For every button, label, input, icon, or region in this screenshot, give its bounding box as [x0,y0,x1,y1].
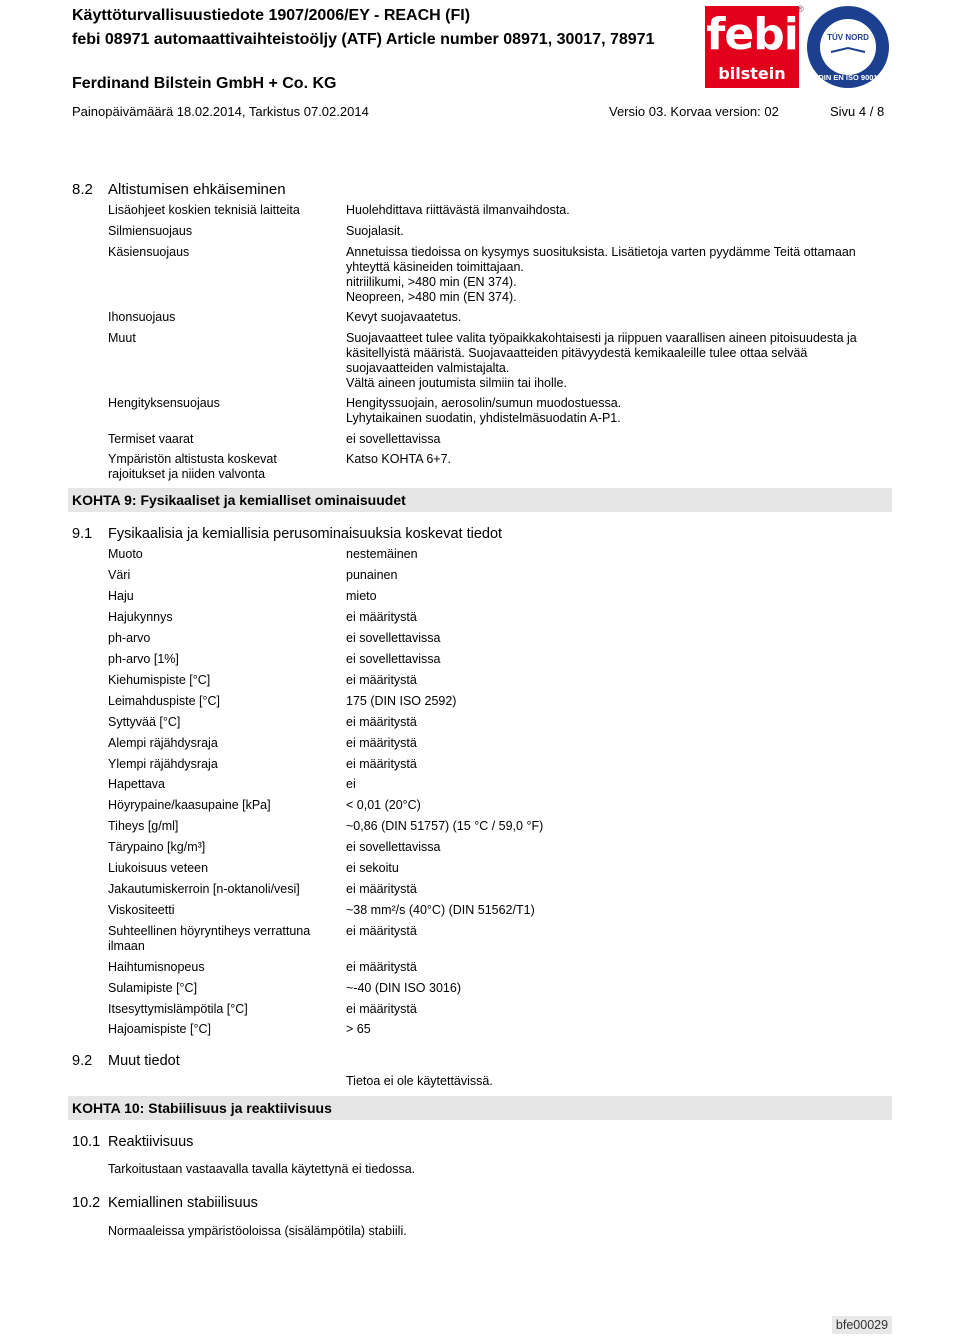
other-info-value: Tietoa ei ole käytettävissä. [346,1074,493,1088]
print-date: Painopäivämäärä 18.02.2014, Tarkistus 07.02.2014 [72,104,369,119]
prop-value: ei sovellettavissa [346,840,441,854]
prop-label: Viskositeetti [108,903,175,917]
skin-protection-label: Ihonsuojaus [108,310,176,324]
prop-label: Leimahduspiste [°C] [108,694,220,708]
document-code: bfe00029 [832,1316,892,1334]
other-protection-note: Vältä aineen joutumista silmiin tai iholle. [346,376,567,390]
hand-protection-nitrile: nitriilikumi, >480 min (EN 374). [346,275,517,289]
document-title: Käyttöturvallisuustiedote 1907/2006/EY - REACH (FI) [72,7,471,24]
prop-value: ~-40 (DIN ISO 3016) [346,981,461,995]
thermal-hazards-label: Termiset vaarat [108,432,194,446]
prop-label: Sulamipiste [°C] [108,981,198,995]
prop-label: Väri [108,568,131,582]
thermal-hazards-value: ei sovellettavissa [346,432,441,446]
company-name: Ferdinand Bilstein GmbH + Co. KG [72,75,337,92]
version-info: Versio 03. Korvaa version: 02 [609,104,779,119]
section-8-2-title: Altistumisen ehkäiseminen [108,181,286,198]
prop-value: ei määritystä [346,736,417,750]
prop-value: 175 (DIN ISO 2592) [346,694,457,708]
prop-label: Haju [108,589,134,603]
prop-value: ei määritystä [346,882,417,896]
tuv-nord-certificate-seal [805,4,891,90]
prop-value: ei [346,777,356,791]
technical-measures-label: Lisäohjeet koskien teknisiä laitteita [108,203,300,217]
prop-label: ph-arvo [1%] [108,652,179,666]
prop-value: ei määritystä [346,715,417,729]
other-protection-value: Suojavaatteet tulee valita työpaikkakohtaisesti ja riippuen vaarallisen aineen pitoisuudesta ja käsitellyistä määristä. Suojavaatteiden pitävyydestä kemikaaleille tulee ottaa selvää suojavaatteiden valmistajalta. [346,331,857,375]
prop-value: < 0,01 (20°C) [346,798,421,812]
stability-text: Normaaleissa ympäristöoloissa (sisälämpötila) stabiili. [108,1224,407,1238]
prop-label: Jakautumiskerroin [n-oktanoli/vesi] [108,882,300,896]
section-10-2-title: Kemiallinen stabiilisuus [108,1195,258,1211]
section-9-heading-band [68,488,892,512]
reactivity-text: Tarkoitustaan vastaavalla tavalla käytettynä ei tiedossa. [108,1162,416,1176]
section-9-2-title: Muut tiedot [108,1053,180,1069]
logo-febi-text: febi [706,9,798,60]
prop-label: Tiheys [g/ml] [108,819,179,833]
section-8-2-number: 8.2 [72,181,93,198]
section-10-1-number: 10.1 [72,1134,101,1150]
other-protection-label: Muut [108,331,136,345]
prop-value: ei määritystä [346,924,417,938]
hand-protection-neoprene: Neopreen, >480 min (EN 374). [346,290,517,304]
section-10-heading-band [68,1096,892,1120]
registered-mark-icon: ® [797,4,804,14]
prop-label: Alempi räjähdysraja [108,736,218,750]
febi-bilstein-logo [705,6,799,88]
prop-label: Itsesyttymislämpötila [°C] [108,1002,248,1016]
respiratory-protection-value: Hengityssuojain, aerosolin/sumun muodostuessa. [346,396,622,410]
environmental-exposure-label: Ympäristön altistusta koskevat rajoitukset ja niiden valvonta [108,452,277,481]
prop-value: ei määritystä [346,960,417,974]
prop-value: ei sovellettavissa [346,631,441,645]
prop-label: Muoto [108,547,143,561]
prop-label: Syttyvää [°C] [108,715,181,729]
section-9-1-title: Fysikaalisia ja kemiallisia perusominaisuuksia koskevat tiedot [108,526,503,542]
prop-label: Liukoisuus veteen [108,861,209,875]
section-9-2-number: 9.2 [72,1053,93,1069]
prop-value: ei määritystä [346,610,417,624]
section-10-1-title: Reaktiivisuus [108,1134,194,1150]
prop-label: Hajukynnys [108,610,173,624]
section-9-heading: KOHTA 9: Fysikaaliset ja kemialliset ominaisuudet [72,492,406,508]
prop-label: Höyrypaine/kaasupaine [kPa] [108,798,271,812]
prop-value: > 65 [346,1022,371,1036]
page-number: Sivu 4 / 8 [830,104,885,119]
environmental-exposure-value: Katso KOHTA 6+7. [346,452,452,466]
prop-value: ~38 mm²/s (40°C) (DIN 51562/T1) [346,903,535,917]
iso-text: DIN EN ISO 9001 [818,73,878,82]
prop-label: Suhteellinen höyryntiheys verrattuna ilmaan [108,924,311,953]
prop-label: Haihtumisnopeus [108,960,205,974]
skin-protection-value: Kevyt suojavaatetus. [346,310,462,324]
prop-label: ph-arvo [108,631,151,645]
eye-protection-value: Suojalasit. [346,224,404,238]
prop-value: mieto [346,589,377,603]
prop-label: Kiehumispiste [°C] [108,673,211,687]
prop-label: Hapettava [108,777,165,791]
prop-value: ei määritystä [346,1002,417,1016]
product-title: febi 08971 automaattivaihteistoöljy (ATF) Article number 08971, 30017, 78971 [72,31,655,48]
prop-value: ~0,86 (DIN 51757) (15 °C / 59,0 °F) [346,819,544,833]
prop-value: punainen [346,568,398,582]
logo-bilstein-text: bilstein [718,64,786,83]
prop-value: ei sovellettavissa [346,652,441,666]
prop-label: Hajoamispiste [°C] [108,1022,211,1036]
technical-measures-value: Huolehdittava riittävästä ilmanvaihdosta. [346,203,570,217]
tuv-nord-text: TÜV NORD [827,33,869,42]
prop-label: Tärypaino [kg/m³] [108,840,206,854]
respiratory-protection-label: Hengityksensuojaus [108,396,220,410]
section-9-1-number: 9.1 [72,526,93,542]
hand-protection-label: Käsiensuojaus [108,245,190,259]
prop-label: Ylempi räjähdysraja [108,757,218,771]
section-10-2-number: 10.2 [72,1195,101,1211]
prop-value: ei sekoitu [346,861,399,875]
prop-value: ei määritystä [346,673,417,687]
eye-protection-label: Silmiensuojaus [108,224,193,238]
respiratory-filter-value: Lyhytaikainen suodatin, yhdistelmäsuodatin A-P1. [346,411,621,425]
hand-protection-value: Annetuissa tiedoissa on kysymys suosituksista. Lisätietoja varten pyydämme Teitä ottamaan yhteyttä käsineiden toimittajaan. [346,245,856,274]
prop-value: nestemäinen [346,547,418,561]
section-10-heading: KOHTA 10: Stabiilisuus ja reaktiivisuus [72,1100,332,1116]
prop-value: ei määritystä [346,757,417,771]
